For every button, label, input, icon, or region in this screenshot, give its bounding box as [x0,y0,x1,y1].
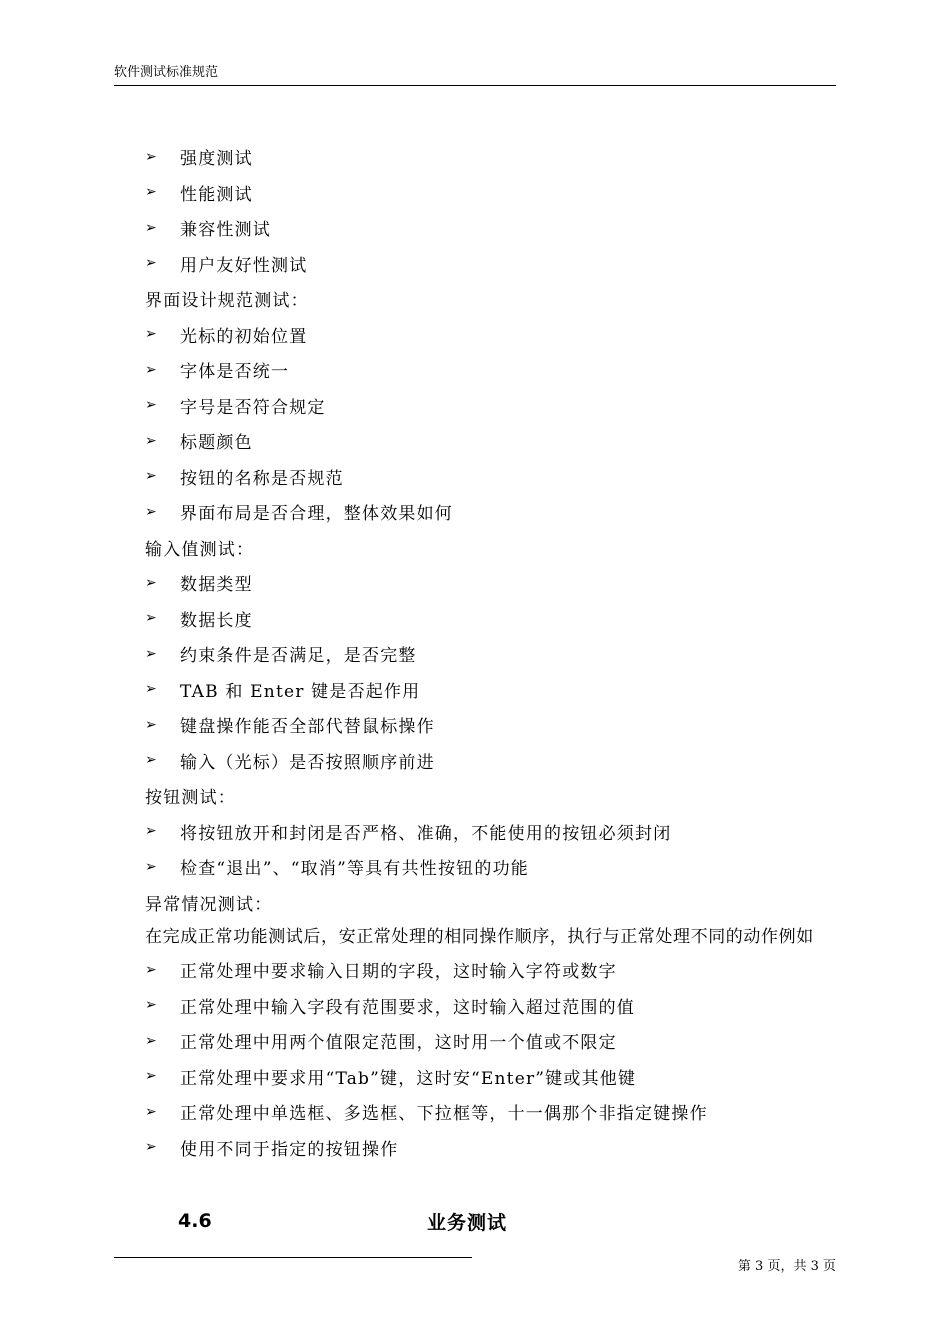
bullet-text: 使用不同于指定的按钮操作 [180,1139,399,1160]
arrow-bullet-icon: ➢ [145,326,158,343]
bullet-text: 输入（光标）是否按照顺序前进 [180,752,435,773]
page-header [114,63,836,86]
bullet-item [145,210,837,246]
bullet-item [145,1094,837,1130]
bullet-text: 约束条件是否满足，是否完整 [180,646,417,667]
bullet-item [145,246,837,282]
arrow-bullet-icon: ➢ [145,752,158,769]
bullet-item [145,601,837,637]
bullet-text: 用户友好性测试 [180,255,308,276]
bullet-text: 标题颜色 [180,433,253,454]
bullet-item [145,1130,837,1166]
bullet-item [145,423,837,459]
arrow-bullet-icon: ➢ [145,148,158,165]
subsection-label: 按钮测试： [145,788,236,809]
bullet-text: 字号是否符合规定 [180,397,326,418]
bullet-item [145,317,837,353]
bullet-text: 按钮的名称是否规范 [180,468,344,489]
bullet-item [145,1023,837,1059]
arrow-bullet-icon: ➢ [145,255,158,272]
arrow-bullet-icon: ➢ [145,184,158,201]
bullet-item [145,565,837,601]
bullet-text: TAB 和 Enter 键是否起作用 [180,681,421,702]
arrow-bullet-icon: ➢ [145,1139,158,1156]
bullet-text: 数据类型 [180,575,253,596]
arrow-bullet-icon: ➢ [145,610,158,627]
footnote-separator [114,1257,472,1258]
header-title: 软件测试标准规范 [114,65,219,80]
bullet-item [145,636,837,672]
bullet-text: 数据长度 [180,610,253,631]
bullet-text: 强度测试 [180,149,253,170]
section-number: 4.6 [178,1210,212,1232]
bullet-text: 正常处理中用两个值限定范围，这时用一个值或不限定 [180,1033,617,1054]
bullet-text: 光标的初始位置 [180,326,308,347]
bullet-item [145,175,837,211]
bullet-text: 字体是否统一 [180,362,290,383]
arrow-bullet-icon: ➢ [145,432,158,449]
bullet-item [145,459,837,495]
bullet-item [145,388,837,424]
arrow-bullet-icon: ➢ [145,1032,158,1049]
bullet-item [145,1059,837,1095]
arrow-bullet-icon: ➢ [145,503,158,520]
bullet-text: 性能测试 [180,184,253,205]
bullet-item [145,952,837,988]
document-body [145,139,837,1165]
section-title: 业务测试 [427,1211,508,1234]
arrow-bullet-icon: ➢ [145,1068,158,1085]
paragraph: 在完成正常功能测试后，安正常处理的相同操作顺序，执行与正常处理不同的动作例如 [145,927,814,947]
bullet-text: 检查“退出”、“取消”等具有共性按钮的功能 [180,859,529,880]
bullet-item [145,139,837,175]
subsection-label: 异常情况测试： [145,894,273,915]
bullet-item [145,814,837,850]
arrow-bullet-icon: ➢ [145,858,158,875]
arrow-bullet-icon: ➢ [145,361,158,378]
arrow-bullet-icon: ➢ [145,468,158,485]
arrow-bullet-icon: ➢ [145,219,158,236]
bullet-text: 界面布局是否合理，整体效果如何 [180,504,453,525]
arrow-bullet-icon: ➢ [145,681,158,698]
bullet-text: 兼容性测试 [180,220,271,241]
arrow-bullet-icon: ➢ [145,574,158,591]
bullet-item [145,743,837,779]
arrow-bullet-icon: ➢ [145,961,158,978]
arrow-bullet-icon: ➢ [145,823,158,840]
bullet-text: 将按钮放开和封闭是否严格、准确，不能使用的按钮必须封闭 [180,823,672,844]
bullet-text: 正常处理中要求输入日期的字段，这时输入字符或数字 [180,962,617,983]
arrow-bullet-icon: ➢ [145,1103,158,1120]
subsection-label: 界面设计规范测试： [145,291,309,312]
bullet-text: 正常处理中单选框、多选框、下拉框等，十一偶那个非指定键操作 [180,1104,708,1125]
page-number: 第 3 页，共 3 页 [737,1259,836,1274]
arrow-bullet-icon: ➢ [145,997,158,1014]
bullet-text: 正常处理中输入字段有范围要求，这时输入超过范围的值 [180,997,635,1018]
arrow-bullet-icon: ➢ [145,716,158,733]
section-heading [178,1206,507,1236]
arrow-bullet-icon: ➢ [145,397,158,414]
bullet-text: 正常处理中要求用“Tab”键，这时安“Enter”键或其他键 [180,1068,637,1089]
bullet-item [145,352,837,388]
bullet-item [145,672,837,708]
bullet-item [145,849,837,885]
arrow-bullet-icon: ➢ [145,645,158,662]
bullet-item [145,988,837,1024]
bullet-item [145,707,837,743]
subsection-label: 输入值测试： [145,539,255,560]
bullet-text: 键盘操作能否全部代替鼠标操作 [180,717,435,738]
bullet-item [145,494,837,530]
